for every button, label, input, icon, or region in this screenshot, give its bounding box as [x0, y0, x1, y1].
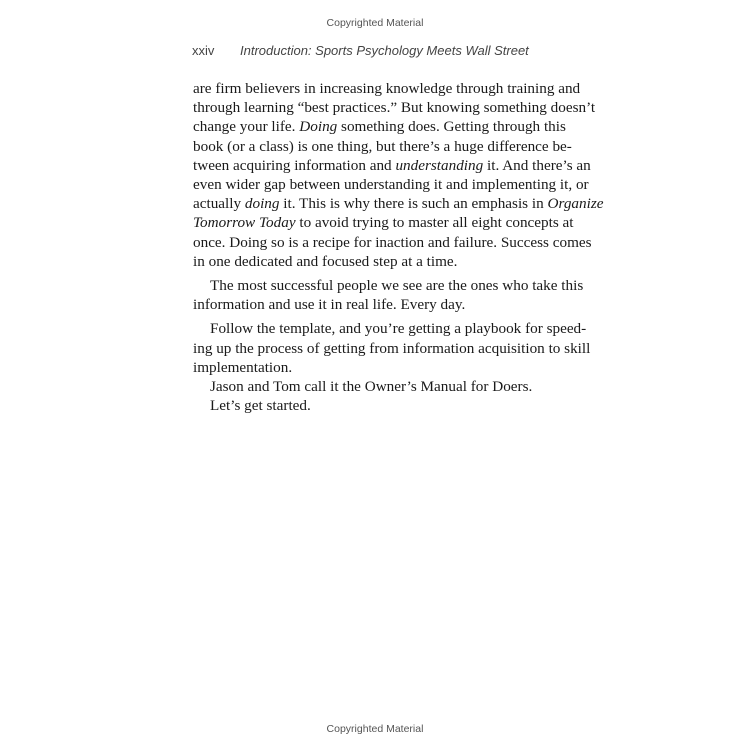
text-line: through learning “best practices.” But knowing something doesn’t [193, 99, 596, 117]
paragraph-2 [193, 276, 584, 314]
text-line: even wider gap between understanding it and implementing it, or [193, 176, 589, 194]
paragraph-5 [193, 396, 559, 415]
italic-book-title: Tomorrow Today [193, 214, 296, 232]
italic-emphasis: doing [244, 195, 280, 213]
text-line: tween acquiring information and understanding it. And there’s an [193, 156, 591, 174]
paragraph-1 [193, 79, 604, 271]
text-line: Follow the template, and you’re getting a playbook for speed- [210, 320, 587, 338]
text-line: actually doing it. This is why there is such an emphasis in Organize [193, 195, 604, 213]
page-number: xxiv [192, 43, 215, 58]
text-line: once. Doing so is a recipe for inaction and failure. Success comes [193, 233, 592, 251]
text-line: Tomorrow Today to avoid trying to master all eight concepts at [193, 214, 574, 232]
italic-emphasis: understanding [395, 156, 484, 174]
paragraph-4 [193, 377, 559, 396]
text-line: Jason and Tom call it the Owner’s Manual for Doers. [210, 378, 533, 396]
text-line: The most successful people we see are the ones who take this [210, 277, 584, 295]
text-line: in one dedicated and focused step at a time. [193, 252, 458, 270]
text-line: implementation. [193, 358, 293, 376]
text-line: are firm believers in increasing knowledge through training and [193, 80, 581, 97]
text-line: change your life. Doing something does. Getting through this [193, 118, 566, 136]
running-title: Introduction: Sports Psychology Meets Wall Street [240, 43, 529, 58]
text-line: book (or a class) is one thing, but there’s a huge difference be- [193, 137, 572, 155]
italic-emphasis: Doing [299, 118, 338, 136]
body-text [193, 79, 604, 415]
copyright-watermark-bottom: Copyrighted Material [326, 723, 424, 735]
text-line: Let’s get started. [210, 397, 311, 415]
paragraph-3 [193, 319, 591, 377]
text-line: ing up the process of getting from information acquisition to skill [193, 339, 591, 357]
text-line: information and use it in real life. Every day. [193, 296, 466, 314]
copyright-watermark-top: Copyrighted Material [326, 17, 424, 29]
italic-book-title: Organize [547, 195, 604, 213]
running-header [192, 43, 572, 58]
